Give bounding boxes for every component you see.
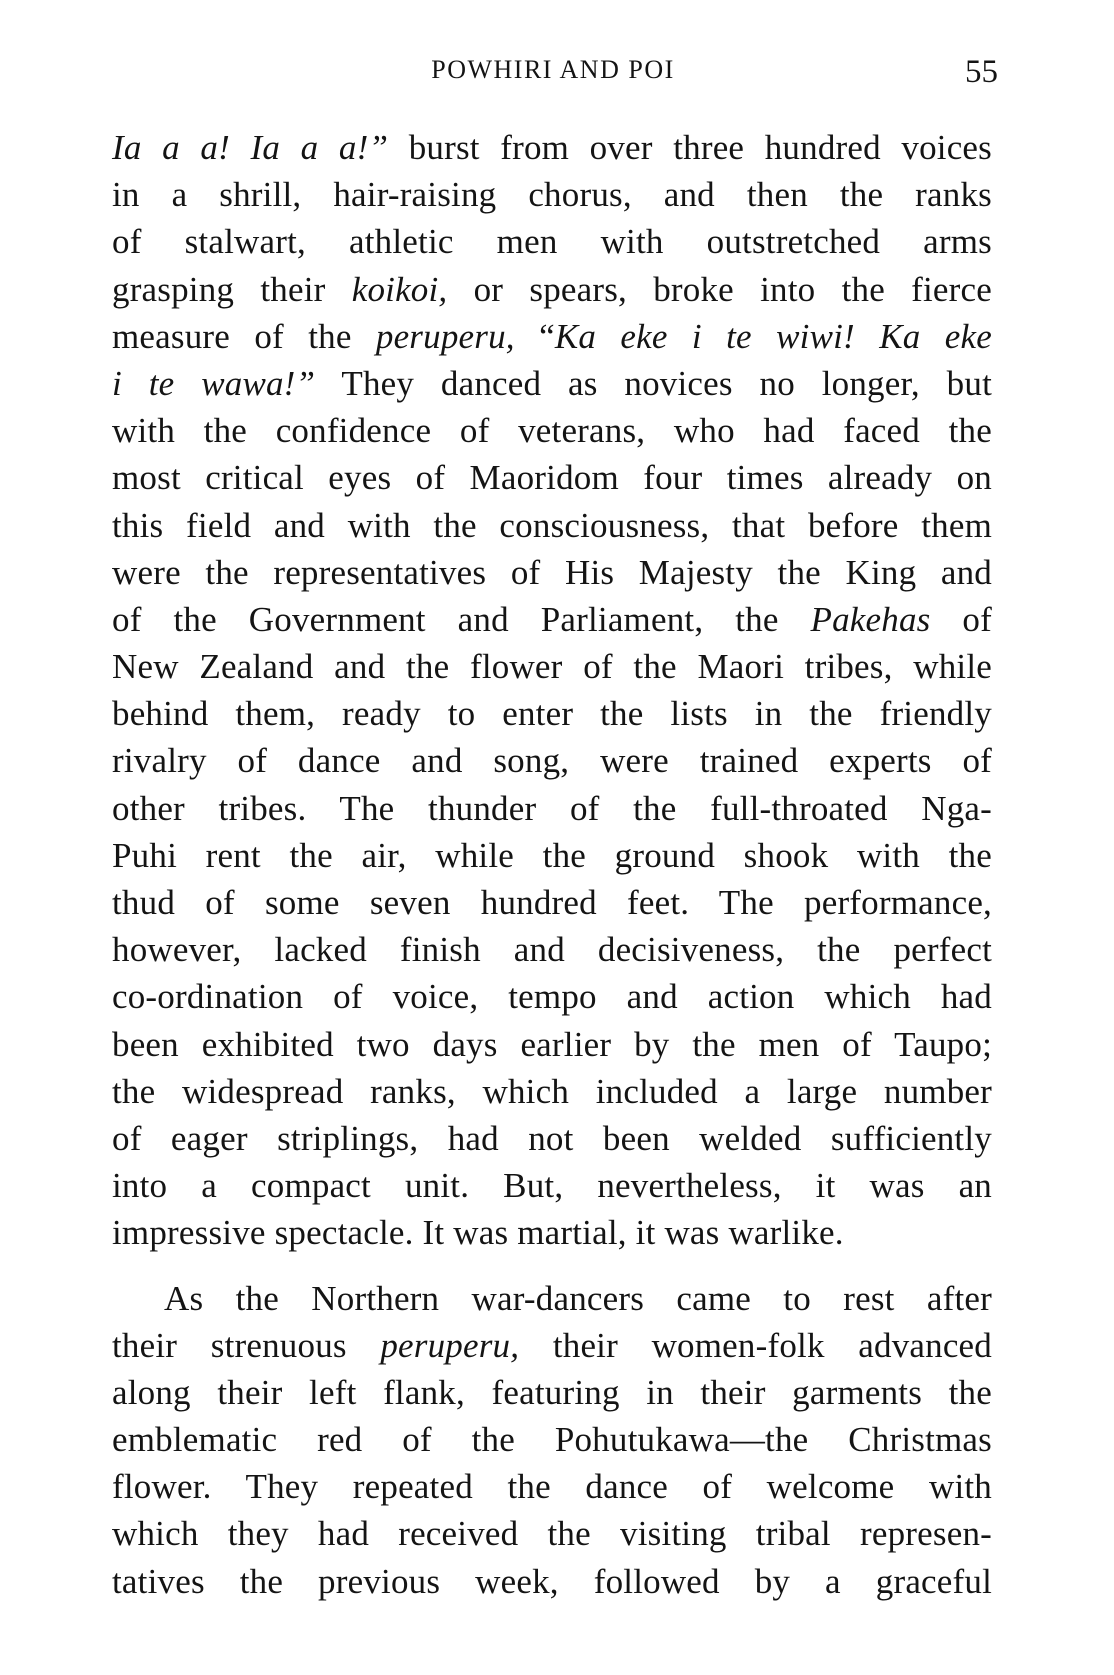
text-run: been exhibited two days earlier by the men of Taupo; [112, 1024, 992, 1064]
text-run: or spears, broke into the fierce [447, 269, 992, 309]
text-run: however, lacked finish and decisiveness, the perfect [112, 930, 992, 970]
text-line [112, 407, 992, 454]
text-line [112, 266, 992, 313]
paragraph-gap [112, 1257, 992, 1275]
text-run: Puhi rent the air, while the ground shook with the [112, 835, 992, 875]
text-run: with the confidence of veterans, who had faced the [112, 411, 992, 451]
text-run: co-ordination of voice, tempo and action which had [112, 977, 992, 1017]
text-line [112, 1369, 992, 1416]
italic-text: i te wawa!” [112, 363, 316, 403]
page-number: 55 [965, 54, 998, 90]
text-run: in a shrill, hair-raising chorus, and then the ranks [112, 175, 992, 215]
text-line [112, 502, 992, 549]
paragraph [112, 1275, 992, 1605]
text-line [112, 926, 992, 973]
text-run: As the Northern war-dancers came to rest after [164, 1278, 992, 1318]
text-run: other tribes. The thunder of the full-throated Nga- [112, 788, 992, 828]
text-run: most critical eyes of Maoridom four times already on [112, 458, 992, 498]
text-line [112, 549, 992, 596]
text-line [112, 454, 992, 501]
text-run: their women-folk advanced [519, 1325, 992, 1365]
text-run: were the representatives of His Majesty the King and [112, 552, 992, 592]
text-run: into a compact unit. But, nevertheless, it was an [112, 1166, 992, 1206]
text-line [112, 973, 992, 1020]
italic-text: koikoi, [351, 269, 448, 309]
text-line [112, 785, 992, 832]
text-run: behind them, ready to enter the lists in the friendly [112, 694, 992, 734]
text-run: the widespread ranks, which included a large number [112, 1071, 992, 1111]
text-run: this field and with the consciousness, that before them [112, 505, 992, 545]
text-line [112, 596, 992, 643]
text-run: which they had received the visiting tribal represen- [112, 1514, 992, 1554]
running-title: POWHIRI AND POI [431, 55, 675, 84]
italic-text: peruperu, [375, 316, 515, 356]
text-run: rivalry of dance and song, were trained experts of [112, 741, 992, 781]
text-line [112, 1068, 992, 1115]
text-line [112, 313, 992, 360]
text-line [112, 1209, 992, 1256]
text-line [112, 1463, 992, 1510]
text-run: They danced as novices no longer, but [315, 363, 993, 403]
text-line [112, 1558, 992, 1605]
text-run: burst from over three hundred voices [388, 128, 992, 167]
text-line [112, 218, 992, 265]
text-run: of stalwart, athletic men with outstretched arms [112, 222, 992, 262]
text-line [112, 124, 992, 171]
text-line [112, 1021, 992, 1068]
text-line [112, 690, 992, 737]
text-run: grasping their [112, 269, 352, 309]
body-text [112, 124, 992, 1605]
text-run: impressive spectacle. It was martial, it was warlike. [112, 1213, 844, 1253]
text-run: flower. They repeated the dance of welcome with [112, 1467, 992, 1507]
text-line [112, 1322, 992, 1369]
text-run: along their left flank, featuring in their garments the [112, 1372, 992, 1412]
text-line [112, 360, 992, 407]
text-line [112, 1115, 992, 1162]
italic-text: peruperu, [380, 1325, 520, 1365]
page-header [108, 50, 998, 90]
text-line [112, 832, 992, 879]
text-run: New Zealand and the flower of the Maori tribes, while [112, 647, 992, 687]
text-line [112, 1275, 992, 1322]
text-line [112, 737, 992, 784]
text-run: thud of some seven hundred feet. The performance, [112, 883, 992, 922]
paragraph [112, 124, 992, 1257]
text-line [112, 1162, 992, 1209]
text-line [112, 171, 992, 218]
text-run: “ [514, 316, 555, 356]
text-run: of the Government and Parliament, the [112, 599, 811, 639]
text-run: their strenuous [112, 1325, 381, 1365]
text-line [112, 879, 992, 926]
italic-text: Ia a a! Ia a a!” [112, 128, 389, 167]
italic-text: Ka eke i te wiwi! Ka eke [554, 316, 992, 356]
italic-text: Pakehas [810, 599, 931, 639]
text-run: measure of the [112, 316, 376, 356]
text-run: tatives the previous week, followed by a graceful [112, 1561, 992, 1601]
text-run: of eager striplings, had not been welded sufficiently [112, 1118, 992, 1158]
text-run: emblematic red of the Pohutukawa—the Christmas [112, 1420, 992, 1460]
text-line [112, 1510, 992, 1557]
text-line [112, 643, 992, 690]
text-run: of [930, 599, 992, 639]
text-line [112, 1416, 992, 1463]
